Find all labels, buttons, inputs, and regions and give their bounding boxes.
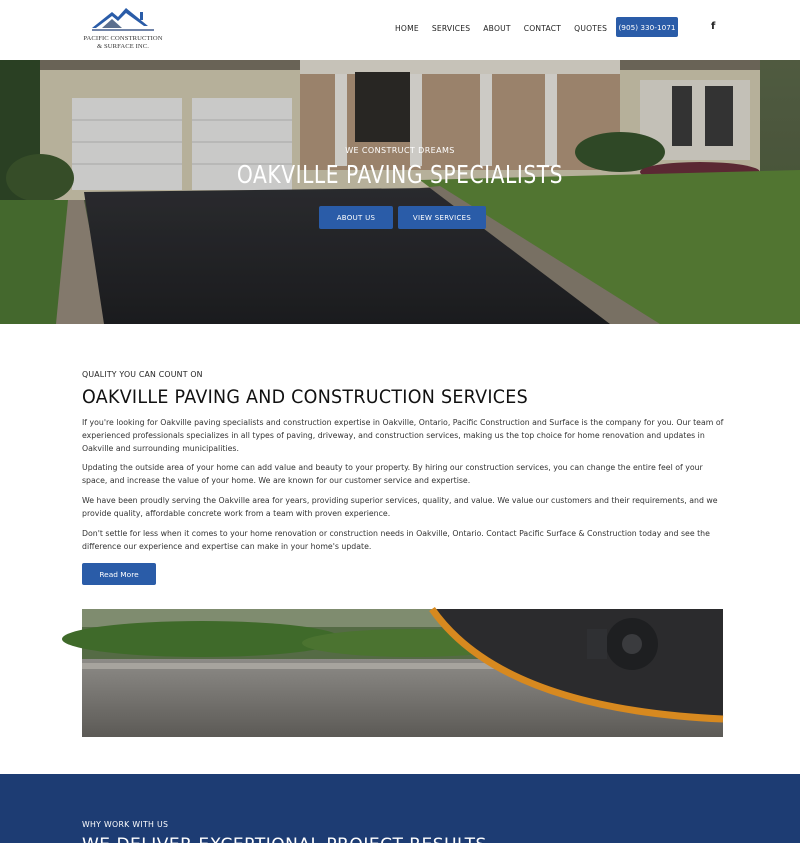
about-us-button[interactable]: ABOUT US <box>319 206 393 229</box>
phone-button[interactable]: (905) 330-1071 <box>616 17 678 37</box>
nav-services[interactable]: SERVICES <box>431 23 471 33</box>
logo-text <box>82 35 164 51</box>
nav-contact[interactable]: CONTACT <box>523 23 562 33</box>
hero-title: OAKVILLE PAVING SPECIALISTS <box>236 160 564 189</box>
logo-line-2: & SURFACE INC. <box>96 43 150 50</box>
view-services-button[interactable]: VIEW SERVICES <box>398 206 486 229</box>
asphalt-roller-image <box>82 609 723 737</box>
nav-home[interactable]: HOME <box>395 23 419 33</box>
services-eyebrow: QUALITY YOU CAN COUNT ON <box>82 370 203 379</box>
nav-about[interactable]: ABOUT <box>483 23 511 33</box>
facebook-icon[interactable]: f <box>711 21 716 32</box>
services-paragraph-3: We have been proudly serving the Oakville area for years, providing superior services, quality, and value. We value our customers and their requirements, and we provide quality, affordable concrete work from a team with proven experience. <box>82 496 718 518</box>
house-roof-logo-icon <box>88 4 158 34</box>
why-title: WE DELIVER EXCEPTIONAL PROJECT RESULTS <box>82 835 487 855</box>
services-paragraph-1: If you're looking for Oakville paving specialists and construction expertise in Oakville, Ontario, Pacific Construction and Surface is the company for you. Our team of experienced professionals specializes in all types of paving, driveway, and construction services, making us the top choice for home renovation and updates in Oakville and surrounding municipalities. <box>82 418 724 453</box>
why-eyebrow: WHY WORK WITH US <box>82 820 169 829</box>
services-paragraph-2: Updating the outside area of your home can add value and beauty to your property. By hiring our construction services, you can change the entire feel of your space, and increase the value of your home. We are known for our customer service and expertise. <box>82 463 703 485</box>
site-header <box>0 0 800 60</box>
hero-eyebrow: WE CONSTRUCT DREAMS <box>345 146 455 155</box>
main-nav <box>395 18 620 38</box>
read-more-button[interactable]: Read More <box>82 563 156 585</box>
nav-quotes[interactable]: QUOTES <box>574 23 608 33</box>
logo-line-1: PACIFIC CONSTRUCTION <box>83 35 163 42</box>
why-work-with-us-section <box>0 774 800 855</box>
company-logo[interactable] <box>82 4 164 54</box>
services-paragraph-4: Don't settle for less when it comes to your home renovation or construction needs in Oakville, Ontario. Contact Pacific Surface & Construction today and see the difference our experience and expertise can make in your home's update. <box>82 529 710 551</box>
hero-overlay <box>0 60 800 324</box>
services-title: OAKVILLE PAVING AND CONSTRUCTION SERVICES <box>82 386 528 408</box>
hero-banner <box>0 60 800 324</box>
